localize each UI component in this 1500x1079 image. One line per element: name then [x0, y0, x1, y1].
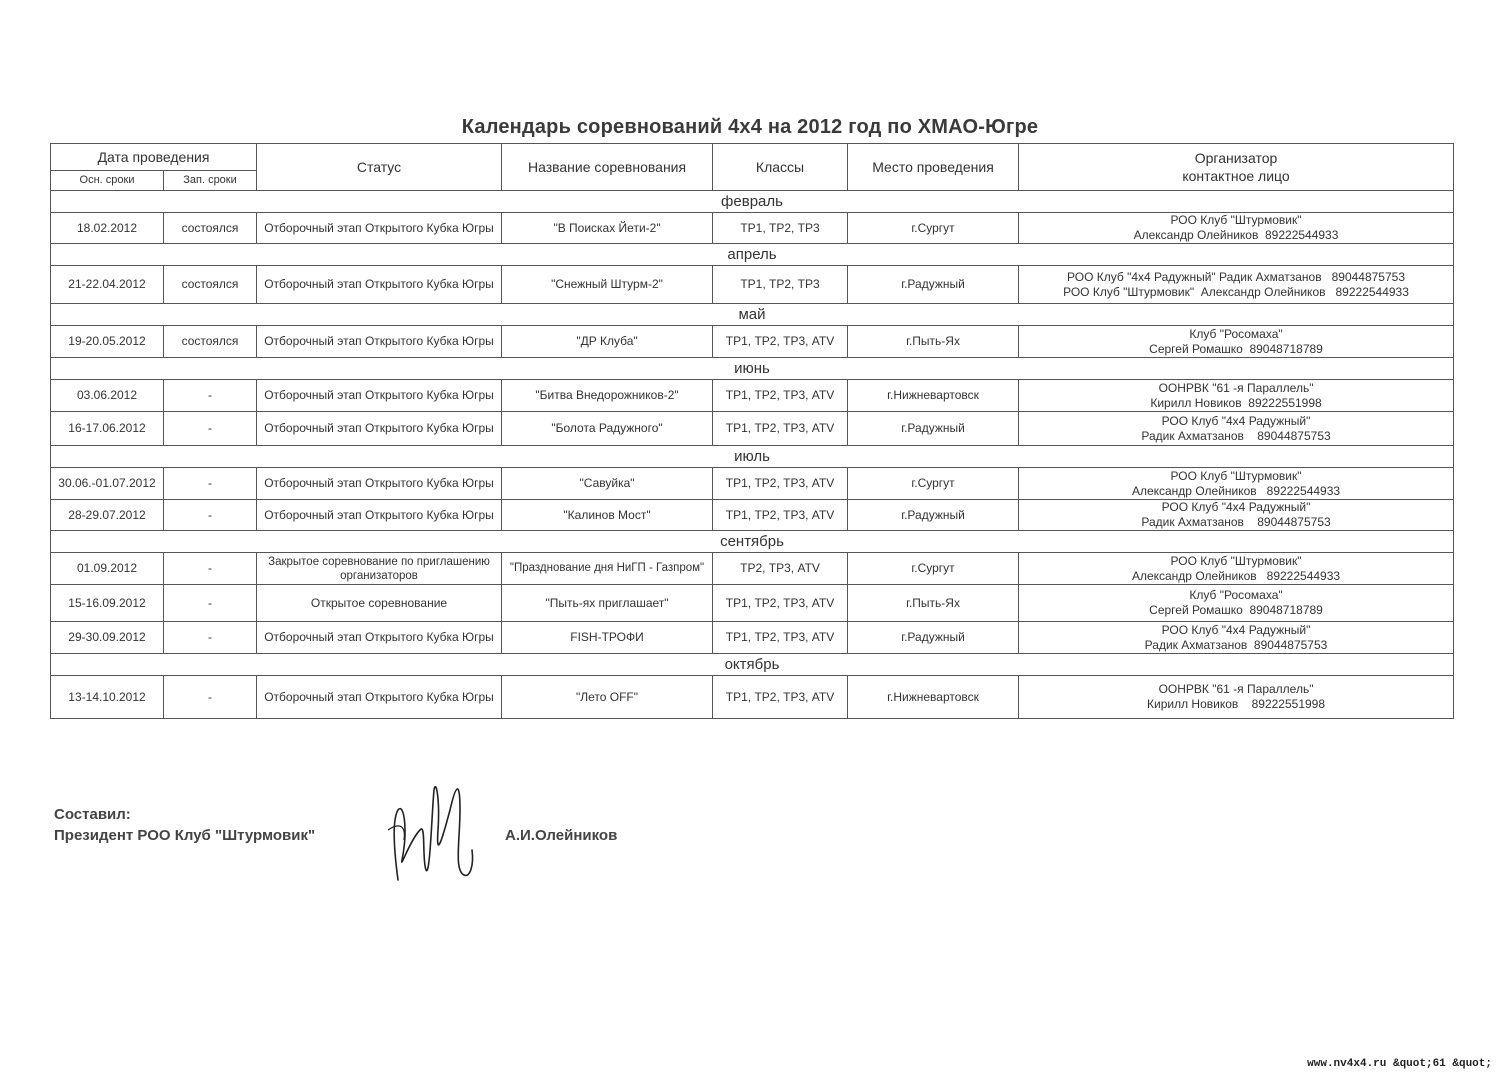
organizer-club: РОО Клуб "4х4 Радужный"	[1161, 413, 1311, 428]
event-place: г.Сургут	[848, 468, 1019, 500]
organizer-contact: Сергей Ромашко 89048718789	[1149, 341, 1323, 356]
event-status: Отборочный этап Открытого Кубка Югры	[257, 213, 502, 244]
event-status: Отборочный этап Открытого Кубка Югры	[257, 622, 502, 654]
month-row	[51, 244, 1454, 266]
organizer-club: Клуб "Росомаха"	[1189, 326, 1283, 341]
event-classes: ТР1, ТР2, ТР3, ATV	[713, 412, 848, 446]
event-status: Отборочный этап Открытого Кубка Югры	[257, 380, 502, 412]
signer-name: А.И.Олейников	[505, 827, 618, 844]
event-place: г.Сургут	[848, 213, 1019, 244]
organizer-contact: Радик Ахматзанов 89044875753	[1141, 515, 1331, 529]
table-row	[51, 553, 1454, 585]
month-row	[51, 358, 1454, 380]
table-row	[51, 676, 1454, 719]
month-row	[51, 654, 1454, 676]
table-row	[51, 380, 1454, 412]
header-date-reserve: Зап. сроки	[164, 171, 257, 191]
event-status: Отборочный этап Открытого Кубка Югры	[257, 326, 502, 358]
event-reserve-date: -	[164, 412, 257, 446]
event-reserve-date: состоялся	[164, 266, 257, 304]
event-place: г.Нижневартовск	[848, 380, 1019, 412]
event-name: "Снежный Штурм-2"	[502, 266, 713, 304]
organizer-club: РОО Клуб "Штурмовик"	[1170, 468, 1302, 483]
event-organizer	[1019, 585, 1454, 622]
header-date: Дата проведения	[51, 144, 257, 171]
event-date: 21-22.04.2012	[51, 266, 164, 304]
event-date: 30.06.-01.07.2012	[51, 468, 164, 500]
event-name: "Пыть-ях приглашает"	[502, 585, 713, 622]
event-status: Отборочный этап Открытого Кубка Югры	[257, 412, 502, 446]
table-row	[51, 266, 1454, 304]
event-classes: ТР1, ТР2, ТР3, ATV	[713, 676, 848, 719]
organizer-contact: РОО Клуб "Штурмовик" Александр Олейников 89222544933	[1063, 284, 1409, 299]
event-date: 19-20.05.2012	[51, 326, 164, 358]
event-date: 18.02.2012	[51, 213, 164, 244]
event-classes: ТР1, ТР2, ТР3, ATV	[713, 622, 848, 654]
event-name: "ДР Клуба"	[502, 326, 713, 358]
table-row	[51, 622, 1454, 654]
event-classes: ТР1, ТР2, ТР3	[713, 213, 848, 244]
event-organizer	[1019, 553, 1454, 585]
organizer-contact: Радик Ахматзанов 89044875753	[1141, 428, 1331, 443]
month-label: июнь	[51, 358, 1454, 380]
event-name: "Лето OFF"	[502, 676, 713, 719]
event-reserve-date: состоялся	[164, 213, 257, 244]
month-row	[51, 304, 1454, 326]
organizer-contact: Сергей Ромашко 89048718789	[1149, 603, 1323, 617]
event-organizer	[1019, 676, 1454, 719]
site-watermark: www.nv4x4.ru &quot;61 &quot;	[1307, 1058, 1492, 1070]
event-place: г.Пыть-Ях	[848, 326, 1019, 358]
organizer-club: Клуб "Росомаха"	[1189, 588, 1283, 602]
organizer-contact: Кирилл Новиков 89222551998	[1150, 395, 1322, 410]
event-date: 29-30.09.2012	[51, 622, 164, 654]
event-organizer	[1019, 213, 1454, 244]
event-status: Закрытое соревнование по приглашению организаторов	[257, 553, 502, 585]
event-reserve-date: -	[164, 468, 257, 500]
event-reserve-date: состоялся	[164, 326, 257, 358]
table-row	[51, 500, 1454, 531]
header-name: Название соревнования	[502, 144, 713, 191]
header-status: Статус	[257, 144, 502, 191]
event-reserve-date: -	[164, 676, 257, 719]
event-name: "Болота Радужного"	[502, 412, 713, 446]
table-row	[51, 585, 1454, 622]
organizer-club: РОО Клуб "4х4 Радужный"	[1161, 622, 1311, 637]
month-label: июль	[51, 446, 1454, 468]
calendar-body	[51, 191, 1454, 719]
organizer-club: ООНРВК "61 -я Параллель"	[1158, 682, 1314, 696]
handwritten-signature	[380, 770, 490, 890]
event-name: "Савуйка"	[502, 468, 713, 500]
event-place: г.Радужный	[848, 500, 1019, 531]
month-row	[51, 446, 1454, 468]
event-date: 01.09.2012	[51, 553, 164, 585]
organizer-contact: Александр Олейников 89222544933	[1131, 483, 1341, 498]
event-organizer	[1019, 622, 1454, 654]
month-label: май	[51, 304, 1454, 326]
event-date: 28-29.07.2012	[51, 500, 164, 531]
month-label: февраль	[51, 191, 1454, 213]
event-name: "Калинов Мост"	[502, 500, 713, 531]
event-classes: ТР1, ТР2, ТР3, ATV	[713, 380, 848, 412]
organizer-club: ООНРВК "61 -я Параллель"	[1158, 380, 1314, 395]
event-place: г.Радужный	[848, 622, 1019, 654]
event-status: Отборочный этап Открытого Кубка Югры	[257, 468, 502, 500]
month-row	[51, 531, 1454, 553]
event-status: Открытое соревнование	[257, 585, 502, 622]
event-classes: ТР1, ТР2, ТР3, ATV	[713, 500, 848, 531]
event-organizer	[1019, 468, 1454, 500]
event-classes: ТР1, ТР2, ТР3, ATV	[713, 585, 848, 622]
event-date: 13-14.10.2012	[51, 676, 164, 719]
month-label: сентябрь	[51, 531, 1454, 553]
event-organizer	[1019, 500, 1454, 531]
event-name: "Битва Внедорожников-2"	[502, 380, 713, 412]
organizer-contact: Александр Олейников 89222544933	[1133, 228, 1339, 242]
event-classes: ТР1, ТР2, ТР3, ATV	[713, 468, 848, 500]
event-reserve-date: -	[164, 500, 257, 531]
event-place: г.Радужный	[848, 266, 1019, 304]
event-status: Отборочный этап Открытого Кубка Югры	[257, 500, 502, 531]
event-organizer	[1019, 412, 1454, 446]
event-reserve-date: -	[164, 585, 257, 622]
organizer-club: РОО Клуб "Штурмовик"	[1170, 213, 1302, 227]
event-organizer	[1019, 326, 1454, 358]
event-name: FISH-ТРОФИ	[502, 622, 713, 654]
competition-calendar-table	[50, 143, 1454, 719]
event-classes: ТР1, ТР2, ТР3, ATV	[713, 326, 848, 358]
document-title: Календарь соревнований 4х4 на 2012 год по ХМАО-Югре	[461, 116, 1039, 138]
event-organizer	[1019, 266, 1454, 304]
event-classes: ТР1, ТР2, ТР3	[713, 266, 848, 304]
organizer-club: РОО Клуб "4х4 Радужный"	[1161, 500, 1311, 514]
header-organizer	[1019, 144, 1454, 191]
month-row	[51, 191, 1454, 213]
organizer-club: РОО Клуб "4х4 Радужный" Радик Ахматзанов 89044875753	[1067, 269, 1406, 284]
event-reserve-date: -	[164, 622, 257, 654]
compiled-label: Составил:	[54, 806, 131, 823]
event-classes: ТР2, ТР3, ATV	[713, 553, 848, 585]
event-date: 03.06.2012	[51, 380, 164, 412]
event-place: г.Пыть-Ях	[848, 585, 1019, 622]
organizer-contact: Радик Ахматзанов 89044875753	[1144, 637, 1328, 652]
organizer-contact: Кирилл Новиков 89222551998	[1147, 697, 1326, 711]
event-reserve-date: -	[164, 553, 257, 585]
event-name: "Празднование дня НиГП - Газпром"	[502, 553, 713, 585]
header-date-main: Осн. сроки	[51, 171, 164, 191]
signer-position: Президент РОО Клуб "Штурмовик"	[54, 827, 316, 844]
event-place: г.Нижневартовск	[848, 676, 1019, 719]
month-label: апрель	[51, 244, 1454, 266]
header-classes: Классы	[713, 144, 848, 191]
event-name: "В Поисках Йети-2"	[502, 213, 713, 244]
organizer-contact: Александр Олейников 89222544933	[1131, 568, 1341, 583]
header-organizer-line1: Организатор	[1194, 150, 1278, 166]
table-row	[51, 468, 1454, 500]
event-place: г.Радужный	[848, 412, 1019, 446]
event-status: Отборочный этап Открытого Кубка Югры	[257, 266, 502, 304]
table-row	[51, 412, 1454, 446]
event-status: Отборочный этап Открытого Кубка Югры	[257, 676, 502, 719]
month-label: октябрь	[51, 654, 1454, 676]
event-organizer	[1019, 380, 1454, 412]
event-reserve-date: -	[164, 380, 257, 412]
table-row	[51, 326, 1454, 358]
event-place: г.Сургут	[848, 553, 1019, 585]
header-organizer-line2: контактное лицо	[1182, 168, 1290, 184]
event-date: 16-17.06.2012	[51, 412, 164, 446]
header-place: Место проведения	[848, 144, 1019, 191]
table-row	[51, 213, 1454, 244]
event-date: 15-16.09.2012	[51, 585, 164, 622]
organizer-club: РОО Клуб "Штурмовик"	[1170, 553, 1302, 568]
